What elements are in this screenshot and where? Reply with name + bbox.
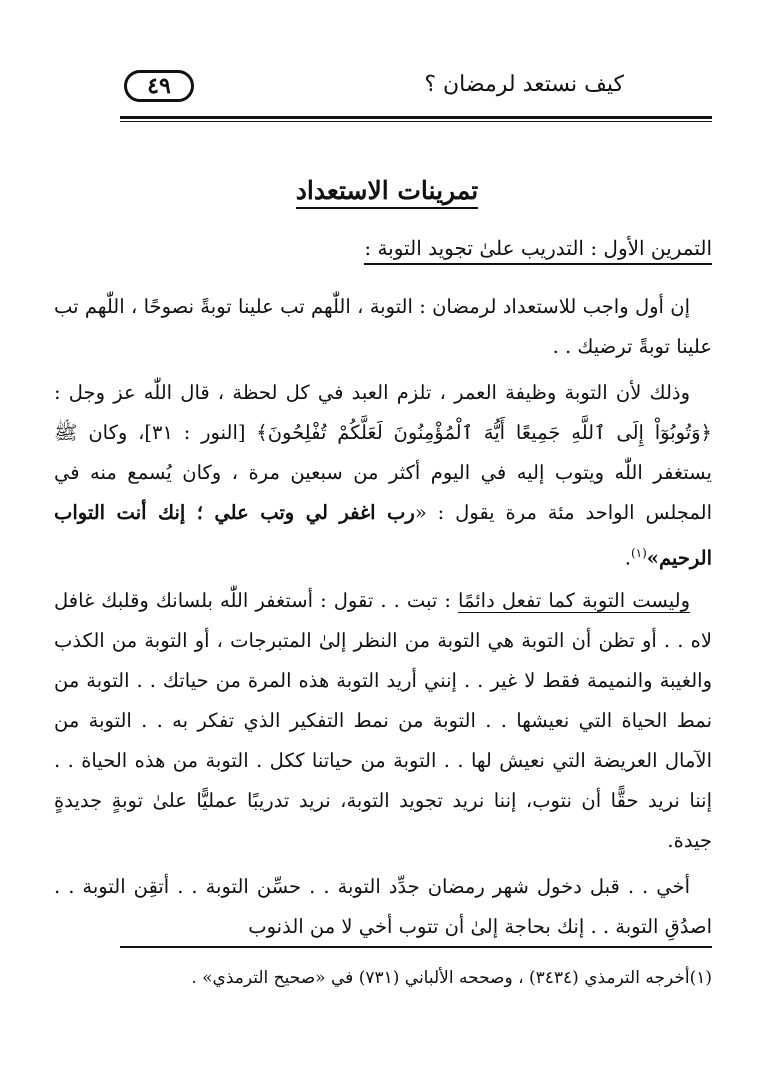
paragraph-2-text: وذلك لأن التوبة وظيفة العمر ، تلزم العبد في كل لحظة ، قال اللّٰه عز وجل : ﴿وَتُوبُوٓاْ إِلَى ٱللَّهِ جَمِيعًا أَيُّهَ ٱلْمُؤْمِنُونَ لَعَلَّكُمْ تُفْلِحُونَ﴾ [النور : ٣١]، وكان ﷺ يستغفر اللّٰه ويتوب إليه في اليوم أكثر من سبعين مرة ، وكان يُسمع منه في المجلس الواحد مئة مرة يقول : « xyxy=(54,381,712,524)
paragraph-3 xyxy=(54,581,712,861)
underlined-phrase: وليست التوبة كما تفعل دائمًا xyxy=(458,589,690,612)
paragraph-1 xyxy=(54,287,712,367)
exercise-heading: التمرين الأول : التدريب علىٰ تجويد التوبة : xyxy=(364,236,712,265)
running-header-title: كيف نستعد لرمضان ؟ xyxy=(424,72,624,97)
footnote-rule xyxy=(120,946,712,948)
paragraph-4 xyxy=(54,867,712,947)
paragraph-3-text: : تبت . . تقول : أستغفر اللّٰه بلسانك وقلبك غافل لاه . . أو تظن أن التوبة هي التوبة من النظر إلىٰ المتبرجات ، أو التوبة من الكذب والغيبة والنميمة فقط لا غير . . إنني أريد التوبة هذه المرة من حياتك . . التوبة من نمط الحياة التي نعيشها . . التوبة من نمط التفكير الذي تفكر به . . التوبة من الآمال العريضة التي نعيش لها . . التوبة من حياتنا ككل . التوبة من هذه الحياة . . إننا نريد حقًّا أن نتوب، إننا نريد تجويد التوبة، نريد تدريبًا عمليًّا علىٰ توبةٍ جديدةٍ جيدة. xyxy=(54,589,712,852)
footnote: (١)أخرجه الترمذي (٣٤٣٤) ، وصححه الألباني (٧٣١) في «صحيح الترمذي» . xyxy=(191,968,712,988)
page-number-badge: ٤٩ xyxy=(124,70,194,102)
footnote-reference: (١) xyxy=(630,546,647,560)
section-title xyxy=(0,176,774,209)
hadith-quote: رب اغفر لي وتب علي ؛ إنك أنت التواب الرحيم xyxy=(54,501,712,570)
paragraph-1-text: إن أول واجب للاستعداد لرمضان : التوبة ، اللّٰهم تب علينا توبةً نصوحًا ، اللّٰهم تب علينا توبةً ترضيك . . xyxy=(54,295,712,358)
header-rule-thin xyxy=(120,121,712,122)
section-title-text: تمرينات الاستعداد xyxy=(296,176,479,209)
header-rule-thick xyxy=(120,116,712,119)
paragraph-2 xyxy=(54,373,712,579)
paragraph-4-text: أخي . . قبل دخول شهر رمضان جدِّد التوبة . . حسِّن التوبة . . أتقِن التوبة . . اصدُقِ التوبة . . إنك بحاجة إلىٰ أن تتوب أخي لا من الذنوب xyxy=(54,875,712,938)
paragraph-2-tail: . xyxy=(624,546,631,570)
hadith-quote-close: » xyxy=(646,546,659,570)
